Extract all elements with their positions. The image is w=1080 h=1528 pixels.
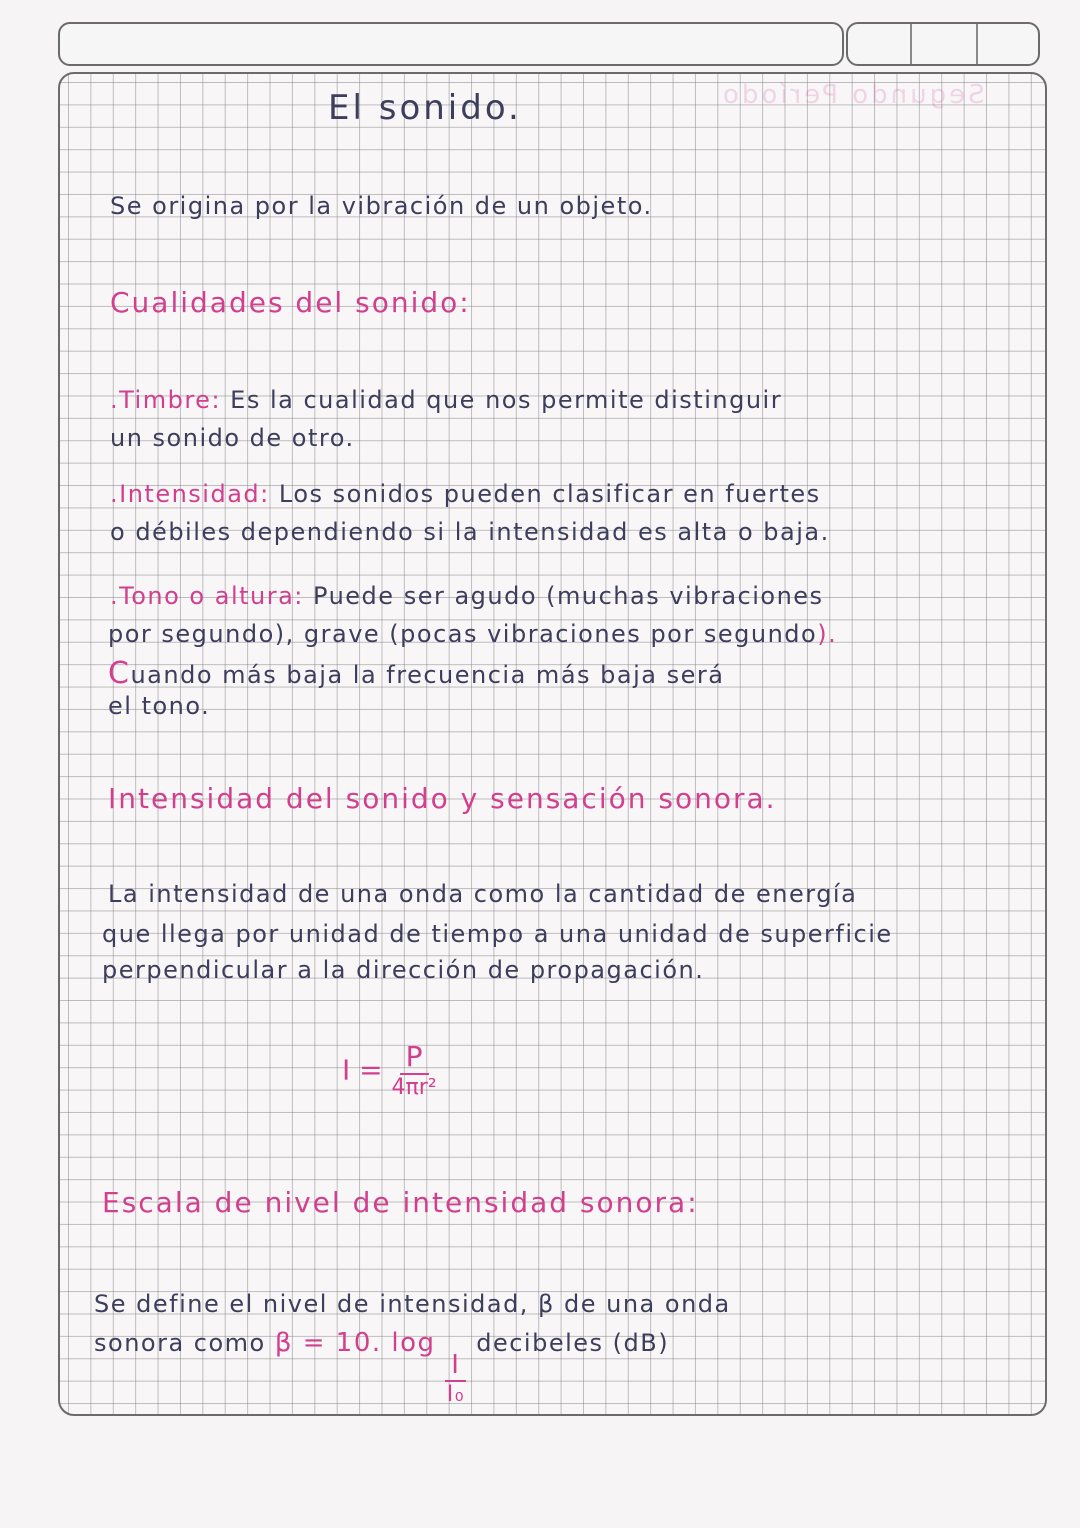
notebook-date-box [846,22,1040,66]
intensity-definition: Los sonidos pueden clasificar en fuertes [278,480,821,508]
beta-formula-denominator: I₀ [446,1381,466,1407]
date-box-divider [910,24,912,64]
intensity-formula-lhs: I = [342,1053,383,1087]
qualities-heading: Cualidades del sonido: [110,286,471,319]
timbre-line-2: un sonido de otro. [110,424,355,452]
intensity-formula-fraction [392,1042,437,1101]
define-line-2-prefix: sonora como [94,1329,266,1357]
tone-line-3-capital: C [108,656,131,691]
timbre-term: .Timbre: [110,386,222,414]
intensity-line-2: o débiles dependiendo si la intensidad es alta o baja. [110,518,830,546]
timbre-line [110,386,782,414]
tone-line [110,582,824,610]
timbre-definition: Es la cualidad que nos permite distinguir [230,386,783,414]
tone-line-3 [108,656,724,691]
intensity-term: .Intensidad: [110,480,270,508]
intensity-text-2: que llega por unidad de tiempo a una unidad de superficie [102,920,893,948]
tone-definition: Puede ser agudo (muchas vibraciones [313,582,824,610]
define-line-2-suffix: decibeles (dB) [476,1329,670,1357]
intensity-formula [342,1042,437,1101]
tone-line-2-paren: ). [817,620,838,648]
date-box-divider [976,24,978,64]
notebook-header-bar [58,22,844,66]
grid-paper [58,72,1047,1416]
intensity-formula-numerator: P [400,1042,429,1075]
intensity-line [110,480,821,508]
beta-formula-fraction [445,1351,466,1408]
scale-heading: Escala de nivel de intensidad sonora: [102,1186,699,1219]
beta-formula-numerator: I [445,1351,466,1382]
tone-term: .Tono o altura: [110,582,304,610]
intensity-text-3: perpendicular a la dirección de propagación. [102,956,705,984]
tone-line-4: el tono. [108,692,211,720]
define-line-2 [94,1328,669,1408]
define-line-1: Se define el nivel de intensidad, β de una onda [94,1290,731,1318]
tone-line-2 [108,620,837,648]
intensity-formula-denominator: 4πr² [391,1074,437,1100]
page-title: El sonido. [328,88,522,128]
tone-line-2-text: por segundo), grave (pocas vibraciones por segundo [108,620,818,648]
origin-line: Se origina por la vibración de un objeto. [110,192,653,220]
bleed-through-text: Segundo Período [720,80,985,110]
intensity-sensation-heading: Intensidad del sonido y sensación sonora. [108,782,777,815]
beta-formula [274,1328,476,1407]
beta-formula-lhs: β = 10. log [274,1328,436,1358]
tone-line-3-text: uando más baja la frecuencia más baja será [130,661,725,689]
intensity-text-1: La intensidad de una onda como la cantidad de energía [108,880,858,908]
